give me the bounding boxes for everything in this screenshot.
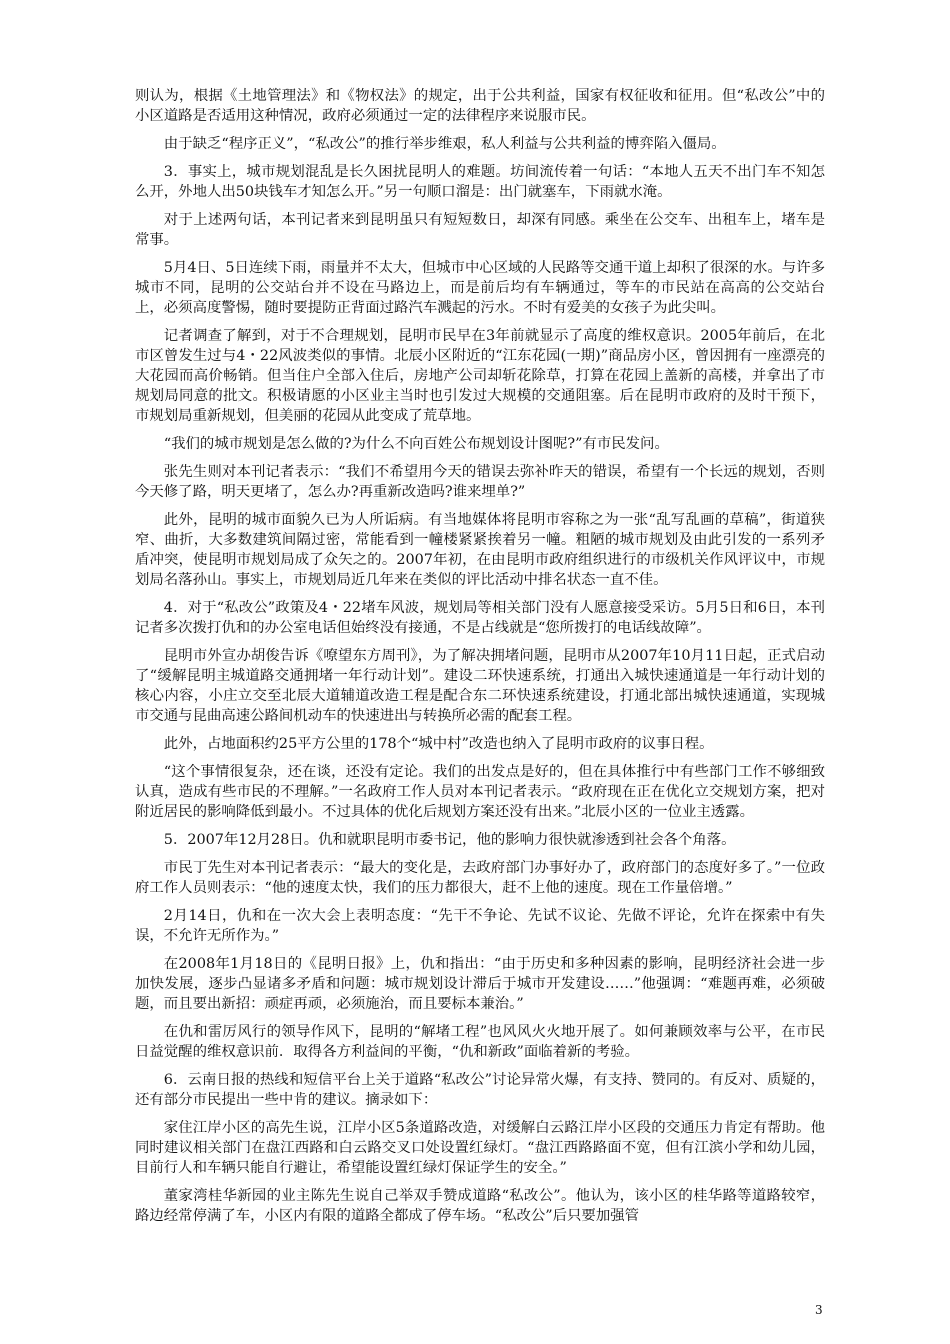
paragraph: 张先生则对本刊记者表示：“我们不希望用今天的错误去弥补昨天的错误，希望有一个长远的规划，否则今天修了路，明天更堵了，怎么办?再重新改造吗?谁来埋单?”	[135, 464, 825, 500]
paragraph: 5月4日、5日连续下雨，雨量并不太大，但城市中心区域的人民路等交通干道上却积了很深的水。与许多城市不同，昆明的公交站台并不设在马路边上，而是前后均有车辆通过，等车的市民站在高高的公交站台上，必须高度警惕，随时要提防正背面过路汽车溅起的污水。不时有爱美的女孩子为此尖叫。	[135, 260, 825, 316]
paragraph: 在2008年1月18日的《昆明日报》上，仇和指出：“由于历史和多种因素的影响，昆明经济社会进一步加快发展，逐步凸显诸多矛盾和问题：城市规划设计滞后于城市开发建设……”他强调：“难题再难，必须破题，而且要出新招：顽症再顽，必须施治，而且要标本兼治。”	[135, 956, 825, 1012]
paragraph: 董家湾桂华新园的业主陈先生说自己举双手赞成道路“私改公”。他认为，该小区的桂华路等道路较窄，路边经常停满了车，小区内有限的道路全都成了停车场。“私改公”后只要加强管	[135, 1188, 825, 1224]
paragraph: 则认为，根据《土地管理法》和《物权法》的规定，出于公共利益，国家有权征收和征用。但“私改公”中的小区道路是否适用这种情况，政府必须通过一定的法律程序来说服市民。	[135, 88, 825, 124]
page-number: 3	[815, 1303, 823, 1317]
paragraph: 5．2007年12月28日。仇和就职昆明市委书记，他的影响力很快就渗透到社会各个角落。	[163, 832, 736, 848]
paragraph: 由于缺乏“程序正义”，“私改公”的推行举步维艰，私人利益与公共利益的博弈陷入僵局。	[163, 136, 726, 152]
paragraph: 家住江岸小区的高先生说，江岸小区5条道路改造，对缓解白云路江岸小区段的交通压力肯定有帮助。他同时建议相关部门在盘江西路和白云路交叉口处设置红绿灯。“盘江西路路面不宽，但有江滨小学和幼儿园，目前行人和车辆只能自行避让，希望能设置红绿灯保证学生的安全。”	[135, 1120, 825, 1176]
paragraph: 对于上述两句话，本刊记者来到昆明虽只有短短数日，却深有同感。乘坐在公交车、出租车上，堵车是常事。	[135, 212, 825, 248]
paragraph: “我们的城市规划是怎么做的?为什么不向百姓公布规划设计图呢?”有市民发问。	[163, 436, 669, 452]
paragraph: 昆明市外宣办胡俊告诉《嘹望东方周刊》，为了解决拥堵问题，昆明市从2007年10月11日起，正式启动了“缓解昆明主城道路交通拥堵一年行动计划”。建设二环快速系统，打通出入城快速通道是一年行动计划的核心内容，小庄立交至北辰大道辅道改造工程是配合东二环快速系统建设，打通北部出城快速通道，实现城市交通与昆曲高速公路间机动车的快速进出与转换所必需的配套工程。	[135, 648, 825, 724]
paragraph: 在仇和雷厉风行的领导作风下，昆明的“解堵工程”也风风火火地开展了。如何兼顾效率与公平，在市民日益觉醒的维权意识前．取得各方利益间的平衡，“仇和新政”面临着新的考验。	[135, 1024, 825, 1060]
paragraph: 3．事实上，城市规划混乱是长久困扰昆明人的难题。坊间流传着一句话：“本地人五天不出门车不知怎么开，外地人出50块钱车才知怎么开。”另一句顺口溜是：出门就塞车，下雨就水淹。	[135, 164, 825, 200]
paragraph: 2月14日，仇和在一次大会上表明态度：“先干不争论、先试不议论、先做不评论，允许在探索中有失误，不允许无所作为。”	[135, 908, 825, 944]
paragraph: 6．云南日报的热线和短信平台上关于道路“私改公”讨论异常火爆，有支持、赞同的。有反对、质疑的，还有部分市民提出一些中肯的建议。摘录如下：	[135, 1072, 825, 1108]
paragraph: “这个事情很复杂，还在谈，还没有定论。我们的出发点是好的，但在具体推行中有些部门工作不够细致认真，造成有些市民的不理解。”一名政府工作人员对本刊记者表示。“政府现在正在优化立交规划方案，把对附近居民的影响降低到最小。不过具体的优化后规划方案还没有出来。”北辰小区的一位业主透露。	[135, 764, 825, 820]
body-text	[135, 86, 825, 1234]
paragraph: 此外，昆明的城市面貌久已为人所诟病。有当地媒体将昆明市容称之为一张“乱写乱画的草稿”，街道狭窄、曲折，大多数建筑间隔过密，常能看到一幢楼紧紧挨着另一幢。粗陋的城市规划及由此引发的一系列矛盾冲突，使昆明市规划局成了众矢之的。2007年初，在由昆明市政府组织进行的市级机关作风评议中，市规划局名落孙山。事实上，市规划局近几年来在类似的评比活动中排名状态一直不佳。	[135, 512, 825, 588]
paragraph: 市民丁先生对本刊记者表示：“最大的变化是，去政府部门办事好办了，政府部门的态度好多了。”一位政府工作人员则表示：“他的速度太快，我们的压力都很大，赶不上他的速度。现在工作量倍增。”	[135, 860, 825, 896]
paragraph: 记者调查了解到，对于不合理规划，昆明市民早在3年前就显示了高度的维权意识。2005年前后，在北市区曾发生过与4・22风波类似的事情。北辰小区附近的“江东花园(一期)”商品房小区，曾因拥有一座漂亮的大花园而高价畅销。但当住户全部入住后，房地产公司却斩花除草，打算在花园上盖新的高楼，并拿出了市规划局同意的批文。积极请愿的小区业主当时也引发过大规模的交通阻塞。后在昆明市政府的及时干预下，市规划局重新规划，但美丽的花园从此变成了荒草地。	[135, 328, 825, 424]
paragraph: 4．对于“私改公”政策及4・22堵车风波，规划局等相关部门没有人愿意接受采访。5月5日和6日，本刊记者多次拨打仇和的办公室电话但始终没有接通，不是占线就是“您所拨打的电话线故障”。	[135, 600, 825, 636]
paragraph: 此外，占地面积约25平方公里的178个“城中村”改造也纳入了昆明市政府的议事日程。	[163, 736, 714, 752]
